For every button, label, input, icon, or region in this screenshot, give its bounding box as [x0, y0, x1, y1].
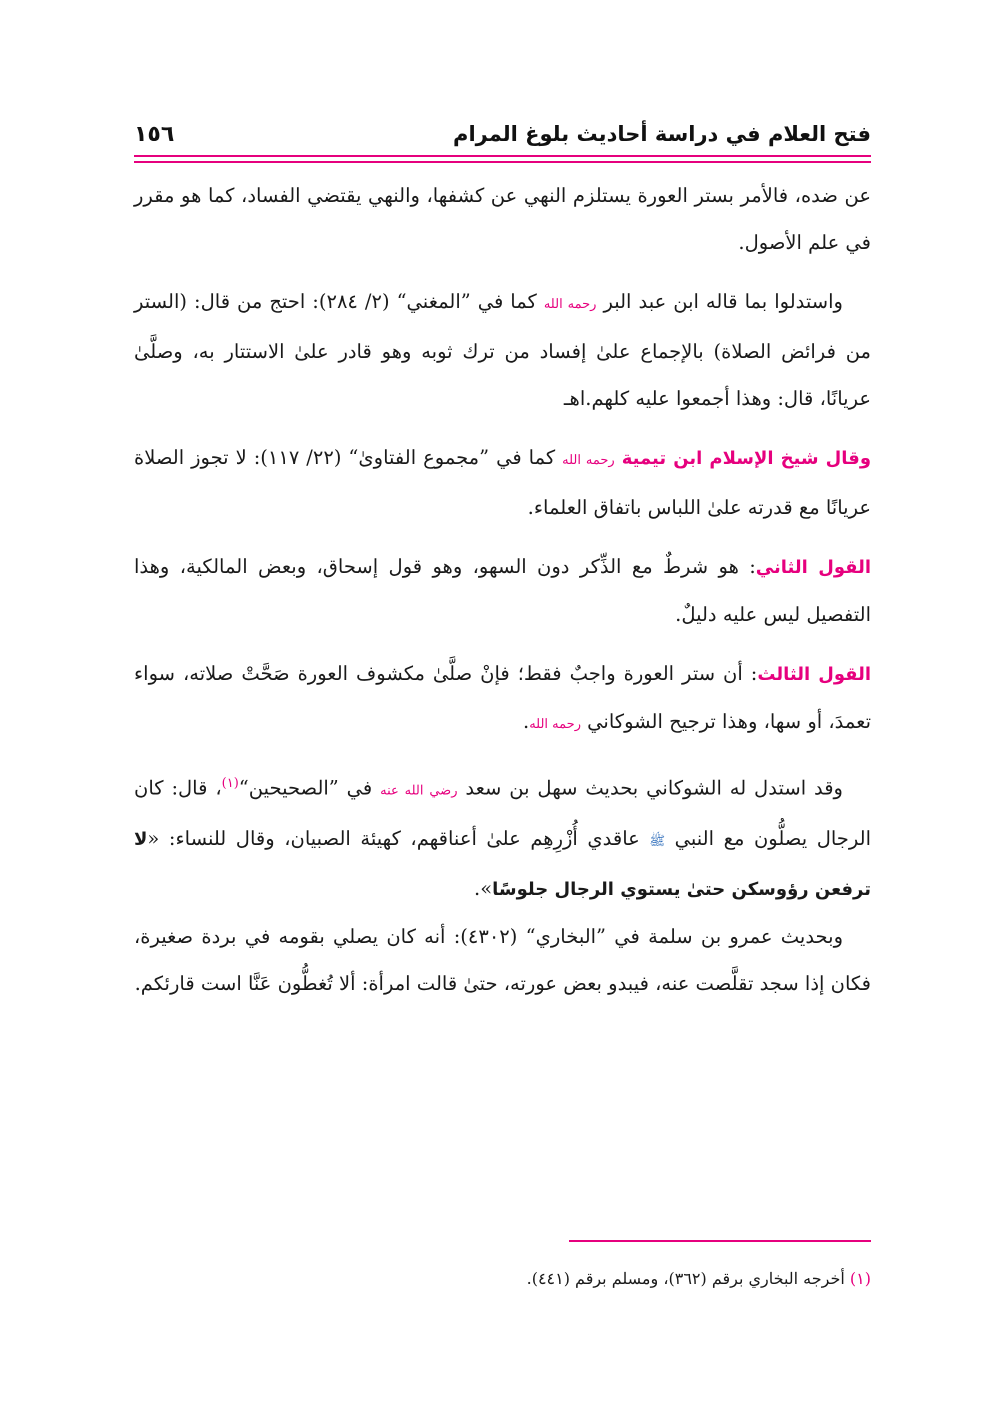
header-rule-bottom	[134, 161, 871, 163]
footnote-rule	[569, 1240, 871, 1242]
honorific-mark: ﷺ	[649, 833, 666, 849]
paragraph-3-highlight: وقال شيخ الإسلام ابن تيمية	[621, 448, 872, 469]
footnote-text: أخرجه البخاري برقم (٣٦٢)، ومسلم برقم (٤٤١).	[526, 1269, 845, 1288]
paragraph-2-text-b: كما في ”المغني“ (٢/ ٢٨٤): احتج من قال: (الستر من فرائض الصلاة) بالإجماع علىٰ إفساد من ترك ثوبه وهو قادر علىٰ الاستتار به، وصلَّىٰ عريانًا، قال: وهذا أجمعوا عليه كلهم.اهـ	[134, 290, 871, 410]
footnote	[134, 1265, 871, 1293]
paragraph-3-text: كما في ”مجموع الفتاوىٰ“ (٢٢/ ١١٧): لا تجوز الصلاة عريانًا مع قدرته علىٰ اللباس باتفاق العلماء.	[134, 446, 871, 519]
paragraph-5	[134, 650, 871, 748]
footnote-reference[interactable]: (١)	[221, 776, 239, 791]
paragraph-3	[134, 434, 871, 531]
paragraph-6-text-e: ».	[474, 876, 493, 900]
paragraph-2-text-a: واستدلوا بما قاله ابن عبد البر	[603, 290, 843, 313]
paragraph-6-text-c: ، قال: كان الرجال يصلُّون مع النبي	[134, 776, 871, 850]
footnote-number: (١)	[849, 1269, 871, 1288]
paragraph-4	[134, 543, 871, 638]
paragraph-5-tail: .	[522, 710, 530, 733]
paragraph-1	[134, 172, 871, 266]
honorific-mark: رحمه الله	[529, 717, 581, 732]
paragraph-7	[134, 913, 871, 1007]
honorific-mark: رضي الله عنه	[380, 783, 458, 799]
honorific-mark: رحمه الله	[543, 297, 597, 312]
paragraph-6-text-d: عاقدي أُزْرِهِم علىٰ أعناقهم، كهيئة الصبيان، وقال للنساء: «	[147, 826, 640, 850]
hadith-quote: لا ترفعن رؤوسكن حتىٰ يستوي الرجال جلوسًا	[134, 828, 871, 900]
paragraph-6-text-b: في ”الصحيحين“	[238, 776, 373, 800]
paragraph-6	[134, 760, 871, 913]
body-text	[134, 172, 871, 1007]
paragraph-6-text-a: وقد استدل له الشوكاني بحديث سهل بن سعد	[465, 776, 843, 800]
page-number: ١٥٦	[134, 122, 175, 147]
honorific-mark: رحمه الله	[562, 453, 615, 468]
header-rule-top	[134, 155, 871, 157]
paragraph-4-text: : هو شرطٌ مع الذِّكر دون السهو، وهو قول إسحاق، وبعض المالكية، وهذا التفصيل ليس عليه دليلٌ.	[134, 555, 871, 626]
paragraph-1-text: عن ضده، فالأمر بستر العورة يستلزم النهي عن كشفها، والنهي يقتضي الفساد، كما هو مقرر في علم الأصول.	[134, 184, 871, 254]
running-title: فتح العلام في دراسة أحاديث بلوغ المرام	[453, 122, 871, 146]
paragraph-5-highlight: القول الثالث	[757, 664, 871, 685]
paragraph-4-highlight: القول الثاني	[755, 557, 871, 578]
paragraph-2	[134, 278, 871, 422]
paragraph-5-text: : أن ستر العورة واجبٌ فقط؛ فإنْ صلَّىٰ مكشوف العورة صَحَّتْ صلاته، سواء تعمدَ، أو سها، وهذا ترجيح الشوكاني	[134, 662, 871, 733]
paragraph-7-text: وبحديث عمرو بن سلمة في ”البخاري“ (٤٣٠٢): أنه كان يصلي بقومه في بردة صغيرة، فكان إذا سجد تقلَّصت عنه، فيبدو بعض عورته، حتىٰ قالت امرأة: ألا تُغطُّون عَنَّا است قارئكم.	[134, 924, 871, 995]
